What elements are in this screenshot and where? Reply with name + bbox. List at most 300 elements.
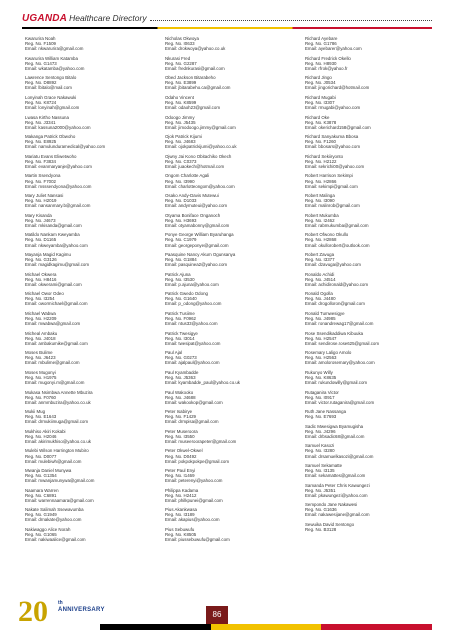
directory-entry [25, 232, 153, 247]
entry-reg: Reg. No. I3307 [305, 99, 335, 105]
entry-reg: Reg. No. F7002 [25, 178, 56, 184]
entry-name: Mayanja Magid Kagimu [25, 252, 71, 258]
entry-reg: Reg. No. F0962 [165, 316, 196, 322]
entry-email[interactable]: Email: akapius@yahoo.com [165, 517, 220, 523]
directory-entry [25, 154, 153, 169]
directory-entry [305, 483, 433, 498]
entry-email[interactable]: Email: evanmaryanje@yahoo.com [25, 163, 92, 169]
entry-name: Naamara Warren [25, 487, 59, 493]
entry-email[interactable]: Email: nakiwaalice@gmail.com [25, 537, 86, 543]
entry-name: Richard Sanyakuma Bbosa [305, 134, 359, 140]
entry-email[interactable]: Email: lbitalo@mail.com [25, 85, 72, 91]
entry-reg: Reg. No. I3135 [305, 468, 335, 474]
page-header [22, 10, 432, 26]
entry-email[interactable]: Email: rmugabi@yahoo.com [305, 105, 361, 111]
entry-reg: Reg. No. D0077 [25, 453, 57, 459]
page-number: 86 [206, 606, 228, 624]
entry-email[interactable]: Email: sekimpi@gmail.com [305, 183, 358, 189]
entry-name: Odoogo Jimmy [165, 114, 195, 120]
directory-entry [165, 331, 293, 346]
entry-name: Samuel Sekamatte [305, 463, 343, 469]
entry-reg: Reg. No. J4688 [165, 394, 196, 400]
entry-email[interactable]: Email: kyambadde_paul@yahoo.co.uk [165, 379, 240, 385]
entry-email[interactable]: Email: sendirose.rose625@gmail.com [305, 340, 380, 346]
entry-name: Patrick Ajuna [165, 271, 191, 277]
entry-name: Richard Ayebare [305, 36, 338, 41]
entry-reg: Reg. No. J4985 [305, 316, 336, 322]
entry-name: Ojok Patrick Kijumi [165, 134, 202, 140]
entry-reg: Reg. No. J4673 [25, 217, 56, 223]
entry-reg: Reg. No. C1979 [165, 237, 197, 243]
entry-reg: Reg. No. G1786 [305, 41, 337, 47]
entry-email[interactable]: Email: mbulime@gmail.com [25, 360, 80, 366]
entry-reg: Reg. No. J5351 [305, 487, 336, 493]
entry-email[interactable]: Email: okwerami@gmail.com [25, 281, 82, 287]
entry-email[interactable]: Email: p_odong@yahoo.com [165, 301, 222, 307]
entry-reg: Reg. No. H2019 [25, 198, 57, 204]
entry-email[interactable]: Email: ojokpatrickijumi@yahoo.co.uk [165, 144, 237, 150]
directory-entry [165, 213, 293, 228]
directory-entry [305, 115, 433, 130]
entry-reg: Reg. No. J5435 [165, 119, 196, 125]
directory-entry [165, 272, 293, 287]
entry-reg: Reg. No. D1165 [25, 237, 57, 243]
entry-reg: Reg. No. J4683 [165, 139, 196, 145]
directory-entry [25, 272, 153, 287]
directory-entry [305, 522, 433, 532]
directory-entry [25, 311, 153, 326]
entry-name: Nakiwaggo Alice Norah [25, 527, 71, 533]
directory-entry [165, 527, 293, 542]
entry-email[interactable]: Email: sekamattes@gmail.com [305, 473, 366, 479]
entry-reg: Reg. No. I3254 [25, 296, 55, 302]
directory-entry [305, 134, 433, 149]
entry-name: Philippa Kadama [165, 487, 199, 493]
directory-entry [25, 370, 153, 385]
entry-reg: Reg. No. H2046 [25, 433, 57, 439]
directory-entry [165, 291, 293, 306]
directory-entry [305, 502, 433, 517]
entry-reg: Reg. No. I3377 [305, 257, 335, 263]
entry-email[interactable]: Email: mulebiwh@gmail.com [25, 458, 82, 464]
entry-name: Pius Sebuwufu [165, 527, 195, 533]
entry-email[interactable]: Email: jimodoogo.jimmy@gmail.com [165, 124, 236, 130]
entry-name: Rukunyo Willy [305, 369, 333, 375]
anniversary-number: 20 [18, 595, 48, 628]
directory-entry [25, 115, 153, 130]
entry-name: Paul Ajal [165, 350, 183, 356]
directory-entry [25, 409, 153, 424]
directory-entry [165, 232, 293, 247]
directory-entry [25, 193, 153, 208]
entry-email[interactable]: Email: otyamabonny@gmail.com [165, 222, 230, 228]
entry-email[interactable]: Email: charlotteongom@yahoo.com [165, 183, 235, 189]
directory-entry [305, 232, 433, 247]
entry-email[interactable]: Email: drnakate@yahoo.com [25, 517, 82, 523]
directory-entry [25, 488, 153, 503]
entry-name: Michael Owor Odeo [25, 291, 64, 297]
directory-entry [305, 331, 433, 346]
directory-entry [25, 448, 153, 463]
entry-reg: Reg. No. I3189 [165, 512, 195, 518]
entry-email[interactable]: Email: anmmbuzira@yahoo.co.uk [25, 399, 91, 405]
directory-entry [25, 291, 153, 306]
entry-email[interactable]: Email: malinrob@gmail.com [305, 203, 360, 209]
entry-reg: Reg. No. K8505 [165, 532, 197, 538]
entry-email[interactable]: Email: drmpisa@gmail.com [165, 419, 219, 425]
directory-column-2 [165, 36, 293, 547]
entry-reg: Reg. No. H8930 [305, 60, 337, 66]
entry-name: Robert Ofwono Okullo [305, 232, 349, 238]
directory-entry [165, 75, 293, 90]
directory-entry [25, 390, 153, 405]
entry-email[interactable]: Email: rfrok@yahoo.fr [305, 65, 348, 71]
directory-entry [165, 488, 293, 503]
entry-reg: Reg. No. H2547 [305, 335, 337, 341]
entry-reg: Reg. No. G1473 [25, 60, 57, 66]
directory-entry [25, 173, 153, 188]
entry-name: Sempondo Jane Nakawesi [305, 502, 358, 508]
entry-email[interactable]: Email: bbosars@yahoo.com [305, 144, 360, 150]
entry-email[interactable]: Email: ntus33@yahoo.com [165, 321, 218, 327]
entry-email[interactable]: Email: okerichard158@gmail.com [305, 124, 371, 130]
entry-reg: Reg. No. G1354 [25, 473, 57, 479]
directory-entry [25, 252, 153, 267]
entry-name: Rose Ssendikaddiwa Kibuuka [305, 330, 364, 336]
entry-name: Patrick Gwedo Odong [165, 291, 208, 297]
entry-reg: Reg. No. G3126 [25, 257, 57, 263]
directory-entry [165, 507, 293, 522]
entry-name: Makanga Patrick Obwoho [25, 134, 76, 140]
directory-entry [25, 350, 153, 365]
entry-reg: Reg. No. C0373 [165, 158, 197, 164]
directory-entry [165, 154, 293, 169]
directory-entry [165, 193, 293, 208]
directory-entry [305, 272, 433, 287]
entry-reg: Reg. No. I3090 [305, 198, 335, 204]
entry-name: Pius Akankwasa [165, 507, 197, 513]
directory-entry [305, 311, 433, 326]
directory-entry [25, 213, 153, 228]
entry-name: Rosemary Laligo Amolo [305, 350, 352, 356]
entry-name: Peter Okwel-Okwel [165, 448, 203, 454]
entry-email[interactable]: Email: odaoh23@gmail.com [165, 105, 220, 111]
entry-email[interactable]: Email: rukundowilly@gmail.com [305, 379, 368, 385]
directory-entry [25, 36, 153, 51]
entry-email[interactable]: Email: ajalpaul@yahoo.com [165, 360, 220, 366]
footer-flag-strip [100, 624, 432, 630]
entry-email[interactable]: Email: pkawungezi@yahoo.com [305, 492, 368, 498]
entry-reg: Reg. No. H2868 [305, 237, 337, 243]
entry-reg: Reg. No. J6423 [25, 355, 56, 361]
directory-entry [165, 95, 293, 110]
entry-reg: Reg. No. I3014 [165, 335, 195, 341]
entry-reg: Reg. No. E3899 [165, 80, 197, 86]
directory-entry [305, 154, 433, 169]
entry-reg: Reg. No. H8416 [25, 276, 57, 282]
directory-entry [305, 370, 433, 385]
entry-email[interactable]: Email: kassuna2000@yahoo.com [25, 124, 91, 130]
entry-name: Kwarurira William Katamba [25, 55, 78, 61]
entry-name: Mulebi Wilson Harrington Mubiro [25, 448, 89, 454]
entry-reg: Reg. No. I0917 [305, 394, 335, 400]
directory-entry [165, 252, 293, 267]
directory-entry [165, 468, 293, 483]
entry-email[interactable]: Email: sekrichi00@yahoo.com [305, 163, 365, 169]
directory-entry [165, 409, 293, 424]
entry-name: Mukii Mug [25, 409, 46, 415]
directory-entry [305, 409, 433, 419]
entry-email[interactable]: Email: pasquinea2@yahoo.com [165, 262, 228, 268]
entry-name: Richard Jingo [305, 75, 332, 81]
entry-name: Richard Oke [305, 114, 330, 120]
entry-reg: Reg. No. I1469 [165, 473, 195, 479]
entry-email[interactable]: Email: piussebuwufu@gmail.com [165, 537, 230, 543]
directory-column-1 [25, 36, 153, 547]
entry-email[interactable]: Email: victor.rutaganira@gmail.com [305, 399, 375, 405]
entry-email[interactable]: Email: mwanjamunywa@gmail.com [25, 478, 95, 484]
entry-name: Michael Wabwa [25, 310, 56, 316]
entry-name: Peter Isabirye [165, 409, 193, 415]
logo-text: UGANDA [22, 12, 68, 24]
entry-reg: Reg. No. I3280 [305, 448, 335, 454]
entry-reg: Reg. No. H2209 [25, 316, 57, 322]
directory-entry [305, 350, 433, 365]
entry-email[interactable]: Email: mwabwa@gmail.com [25, 321, 81, 327]
entry-name: Moses Bulime [25, 350, 53, 356]
entry-email[interactable]: Email: okullorobert@outlook.com [305, 242, 370, 248]
entry-email[interactable]: Email: twesipat@yahoo.com [165, 340, 221, 346]
entry-name: Ojwny Jai Kono Obitachiko Okech [165, 153, 232, 159]
entry-reg: Reg. No. G1065 [25, 532, 57, 538]
entry-reg: Reg. No. H2866 [305, 178, 337, 184]
anniversary-label: ANNIVERSARY [58, 607, 105, 613]
directory-entry [25, 527, 153, 542]
entry-reg: Reg. No. H2412 [165, 492, 197, 498]
entry-name: Martin Ssendyona [25, 173, 61, 179]
entry-name: Mariatu Evans Eliwetwoho [25, 153, 77, 159]
entry-reg: Reg. No. I3530 [165, 276, 195, 282]
entry-reg: Reg. No. J4018 [25, 335, 56, 341]
entry-email[interactable]: Email: museeroorapeter@gmail.com [165, 438, 237, 444]
directory-entry [305, 443, 433, 458]
entry-name: Rutaganira Victor [305, 389, 339, 395]
entry-name: Patrick Twesigye [165, 330, 198, 336]
entry-name: Robert Mukumba [305, 212, 339, 218]
entry-name: Richard Fredrick Okello [305, 55, 351, 61]
entry-name: Ronald Tumwesigye [305, 310, 345, 316]
entry-reg: Reg. No. J4514 [305, 276, 336, 282]
entry-reg: Reg. No. E7693 [305, 414, 337, 420]
entry-reg: Reg. No. H2122 [305, 158, 337, 164]
directory-entry [305, 424, 433, 439]
entry-reg: Reg. No. F1509 [25, 41, 56, 47]
entry-reg: Reg. No. G1949 [25, 512, 57, 518]
entry-name: Mukhiso Akiri Kokabi [25, 428, 66, 434]
directory-entry [305, 463, 433, 478]
directory-entry [165, 429, 293, 444]
directory-entry [25, 95, 153, 110]
directory-entry [165, 36, 293, 51]
entry-name: Peter Paul Enyi [165, 468, 196, 474]
entry-email[interactable]: Email: ronandrewag17@gmail.com [305, 321, 374, 327]
entry-email[interactable]: Email: nkwarurira@gmail.com [25, 46, 84, 52]
directory-entry [25, 56, 153, 71]
entry-reg: Reg. No. J0534 [305, 80, 336, 86]
entry-email[interactable]: Email: dzavuga@yahoo.com [305, 262, 361, 268]
entry-email[interactable]: Email: philkpunei@gmail.com [165, 497, 223, 503]
entry-email[interactable]: Email: ambakumike@gmail.com [25, 340, 88, 346]
entry-name: Samuel Kasozi [305, 443, 335, 449]
entry-name: Ronald Ogolla [305, 291, 333, 297]
entry-email[interactable]: Email: nakawesijane@gmail.com [305, 512, 370, 518]
entry-email[interactable]: Email: georgeponye@gmail.com [165, 242, 229, 248]
entry-reg: Reg. No. I3990 [165, 178, 195, 184]
entry-email[interactable]: Email: warrennaamara@gmail.com [25, 497, 94, 503]
entry-name: Michael Okwera [25, 271, 57, 277]
entry-reg: Reg. No. J4480 [305, 296, 336, 302]
entry-email[interactable]: Email: nansanmary.b@gmail.com [25, 203, 91, 209]
entry-reg: Reg. No. J5363 [165, 374, 196, 380]
entry-reg: Reg. No. C6891 [25, 492, 57, 498]
entry-email[interactable]: Email: jingorichard@hotmail.com [305, 85, 370, 91]
entry-email[interactable]: Email: lonyinah@gmail.com [25, 105, 80, 111]
entry-reg: Reg. No. G1640 [165, 296, 197, 302]
entry-email[interactable]: Email: msssendyona@yahoo.com [25, 183, 92, 189]
entry-name: Paasquine Nancy Akum Ogunsanya [165, 252, 236, 258]
entry-email[interactable]: Email: mugonyi.m@gmail.com [25, 379, 85, 385]
entry-name: Robert Harrison Sekimpi [305, 173, 353, 179]
entry-reg: Reg. No. I3550 [165, 433, 195, 439]
directory-entry [25, 429, 153, 444]
entry-email[interactable]: Email: amolorosemary@yahoo.com [305, 360, 375, 366]
entry-reg: Reg. No. H2563 [305, 355, 337, 361]
entry-email[interactable]: Email: namulunduramedical@yahoo.com [25, 144, 106, 150]
entry-email[interactable]: Email: drbsadic68@gmail.com [305, 433, 365, 439]
directory-entry [305, 173, 433, 188]
entry-name: Sewuika David Sentongo [305, 521, 355, 527]
entry-name: Paul Wakooko [165, 389, 194, 395]
directory-entry [305, 56, 433, 71]
entry-email[interactable]: Email: rabmukumba@gmail.com [305, 222, 369, 228]
entry-name: Nakate Salimah Ssewavumba [25, 507, 84, 513]
entry-name: Mary Kisanda [25, 212, 52, 218]
entry-email[interactable]: Email: drmukiimuga@gmail.com [25, 419, 89, 425]
uganda-logo [22, 13, 67, 24]
entry-email[interactable]: Email: owormichael@gmail.com [25, 301, 88, 307]
entry-reg: Reg. No. F1429 [165, 414, 196, 420]
entry-name: Osako Andy-Davis Mutewui [165, 193, 219, 199]
entry-reg: Reg. No. K8635 [305, 374, 337, 380]
entry-email[interactable]: Email: jbitarabeho.ca@gmail.com [165, 85, 231, 91]
directory-entry [305, 36, 433, 51]
entry-reg: Reg. No. G1884 [165, 257, 197, 263]
entry-name: Richard Sekiiryonto [305, 153, 344, 159]
entry-reg: Reg. No. J4296 [305, 428, 336, 434]
entry-email[interactable]: Email: akirimukhiso@yahoo.co.uk [25, 438, 91, 444]
entry-email[interactable]: Email: magidkagimu@gmail.com [25, 262, 89, 268]
entry-name: Mwanja Daniel Munywa [25, 468, 72, 474]
entry-name: Mary Juliet Nansasi [25, 193, 64, 199]
entry-email[interactable]: Email: mkisanda@gmail.com [25, 222, 82, 228]
entry-reg: Reg. No. G0273 [165, 355, 197, 361]
directory-entry [305, 193, 433, 208]
entry-name: Paul Kyambadde [165, 369, 199, 375]
entry-reg: Reg. No. D1033 [165, 198, 197, 204]
anniversary-logo [18, 595, 105, 632]
entry-email[interactable]: Email: andymuteui@yahoo.com [165, 203, 228, 209]
directory-entry [25, 134, 153, 149]
entry-email[interactable]: Email: frednkurasi@gmail.com [165, 65, 225, 71]
entry-email[interactable]: Email: drokwoya@yahoo.co.uk [165, 46, 226, 52]
entry-name: Ruth Jane Nassanga [305, 409, 347, 415]
entry-reg: Reg. No. K8599 [165, 99, 197, 105]
entry-reg: Reg. No. E8925 [25, 139, 57, 145]
entry-reg: Reg. No. E1643 [25, 414, 57, 420]
flag-color-strip [22, 27, 432, 29]
entry-email[interactable]: Email: achidironald@yahoo.com [305, 281, 369, 287]
directory-entry [305, 252, 433, 267]
entry-name: Matildo Nankam Kweyamba [25, 232, 80, 238]
entry-name: Ronaldo Achidi [305, 271, 335, 277]
anniversary-suffix: th [58, 600, 63, 606]
entry-email[interactable]: Email: nkweyamba@yahoo.com [25, 242, 88, 248]
entry-name: Moses Mugonyi [25, 369, 56, 375]
directory-entry [25, 507, 153, 522]
entry-reg: Reg. No. K8724 [25, 99, 57, 105]
entry-reg: Reg. No. B3128 [305, 527, 337, 533]
entry-name: Nkurasi Fred [165, 55, 191, 61]
entry-reg: Reg. No. D8892 [25, 80, 57, 86]
entry-name: Kwarurira Noah [25, 36, 56, 41]
directory-entry [305, 95, 433, 110]
entry-reg: Reg. No. G2287 [165, 60, 197, 66]
entry-email[interactable]: Email: drogolloron@gmail.com [305, 301, 365, 307]
entry-email[interactable]: Email: pokpokpokpe@gmail.com [165, 458, 230, 464]
entry-email[interactable]: Email: juaokech@hotmail.com [165, 163, 225, 169]
directory-entry [165, 390, 293, 405]
entry-email[interactable]: Email: wakookop@gmail.com [165, 399, 223, 405]
directory-entry [305, 213, 433, 228]
entry-name: Micheal Ambaku [25, 330, 58, 336]
entry-name: Peter Museroora [165, 428, 198, 434]
directory-entry [305, 390, 433, 405]
entry-name: Ongom Charlotte Agali [165, 173, 210, 179]
entry-email[interactable]: Email: wkatamba@yahoo.com [25, 65, 85, 71]
entry-reg: Reg. No. F0760 [25, 394, 56, 400]
entry-name: Ponye George William Byaruhanga [165, 232, 234, 238]
entry-name: Lonyinah Grace Nakawuki [25, 94, 77, 100]
entry-name: Sadic Mwesigwa Byamugisha [305, 423, 364, 429]
entry-reg: Reg. No. K3878 [305, 119, 337, 125]
directory-entry [165, 56, 293, 71]
directory-column-3 [305, 36, 433, 537]
entry-email[interactable]: Email: ayebarer@yahoo.com [305, 46, 362, 52]
entry-name: Otyama Boniface Onganoch [165, 212, 221, 218]
entry-name: Mukasa Nsimbwa Annette Mbuzira [25, 389, 93, 395]
entry-reg: Reg. No. I2462 [305, 217, 335, 223]
header-dotted-rule [150, 20, 432, 21]
entry-email[interactable]: Email: drsamuelkasozi@gmail.com [305, 453, 374, 459]
entry-email[interactable]: Email: p.ajuna@yahoo.com [165, 281, 219, 287]
directory-entry [165, 115, 293, 130]
entry-reg: Reg. No. H3693 [165, 217, 197, 223]
entry-reg: Reg. No. I0633 [165, 41, 195, 47]
entry-reg: Reg. No. G1636 [305, 507, 337, 513]
entry-name: Robert Zavuga [305, 252, 335, 258]
entry-email[interactable]: Email: peterenyi@yahoo.com [165, 478, 223, 484]
directory-title: Healthcare Directory [69, 13, 147, 23]
